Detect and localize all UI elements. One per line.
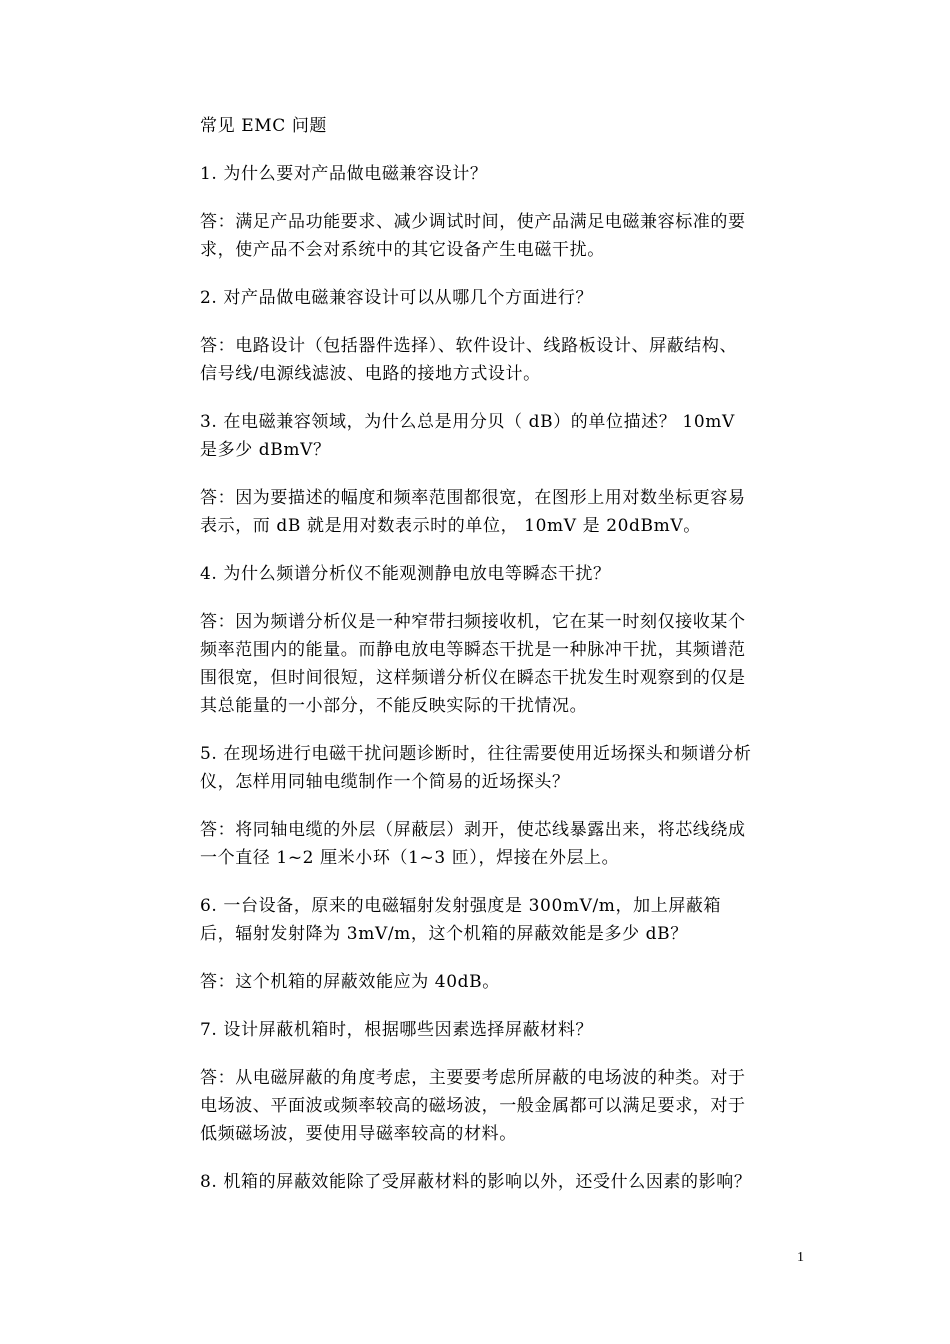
question-1: 1. 为什么要对产品做电磁兼容设计？ [200, 164, 488, 184]
answer-1: 答：满足产品功能要求、减少调试时间，使产品满足电磁兼容标准的要求，使产品不会对系统中的其它设备产生电磁干扰。 [200, 212, 746, 260]
question-8: 8. 机箱的屏蔽效能除了受屏蔽材料的影响以外，还受什么因素的影响？ [200, 1172, 752, 1192]
answer-6: 答：这个机箱的屏蔽效能应为 40dB。 [200, 972, 500, 992]
answer-2: 答：电路设计（包括器件选择）、软件设计、线路板设计、屏蔽结构、信号线/电源线滤波、电路的接地方式设计。 [200, 336, 738, 384]
document-title: 常见 EMC 问题 [200, 116, 328, 136]
answer-5: 答：将同轴电缆的外层（屏蔽层）剥开，使芯线暴露出来，将芯线绕成一个直径 1~2 厘米小环（1~3 匝），焊接在外层上。 [200, 820, 746, 868]
answer-7: 答：从电磁屏蔽的角度考虑，主要要考虑所屏蔽的电场波的种类。对于电场波、平面波或频率较高的磁场波，一般金属都可以满足要求，对于低频磁场波，要使用导磁率较高的材料。 [200, 1068, 746, 1144]
question-2: 2. 对产品做电磁兼容设计可以从哪几个方面进行？ [200, 288, 594, 308]
question-7: 7. 设计屏蔽机箱时，根据哪些因素选择屏蔽材料？ [200, 1020, 594, 1040]
page-number: 1 [797, 1250, 804, 1265]
question-5: 5. 在现场进行电磁干扰问题诊断时，往往需要使用近场探头和频谱分析仪，怎样用同轴电缆制作一个简易的近场探头？ [200, 744, 752, 792]
question-6: 6. 一台设备，原来的电磁辐射发射强度是 300mV/m，加上屏蔽箱后，辐射发射降为 3mV/m，这个机箱的屏蔽效能是多少 dB？ [200, 896, 722, 944]
answer-3: 答：因为要描述的幅度和频率范围都很宽，在图形上用对数坐标更容易表示，而 dB 就是用对数表示时的单位， 10mV 是 20dBmV。 [200, 488, 746, 536]
question-3: 3. 在电磁兼容领域，为什么总是用分贝（ dB）的单位描述？ 10mV 是多少 dBmV？ [200, 412, 735, 460]
question-4: 4. 为什么频谱分析仪不能观测静电放电等瞬态干扰？ [200, 564, 611, 584]
answer-4: 答：因为频谱分析仪是一种窄带扫频接收机，它在某一时刻仅接收某个频率范围内的能量。而静电放电等瞬态干扰是一种脉冲干扰，其频谱范围很宽，但时间很短，这样频谱分析仪在瞬态干扰发生时观察到的仅是其总能量的一小部分，不能反映实际的干扰情况。 [200, 612, 746, 716]
document-body [200, 112, 752, 1216]
